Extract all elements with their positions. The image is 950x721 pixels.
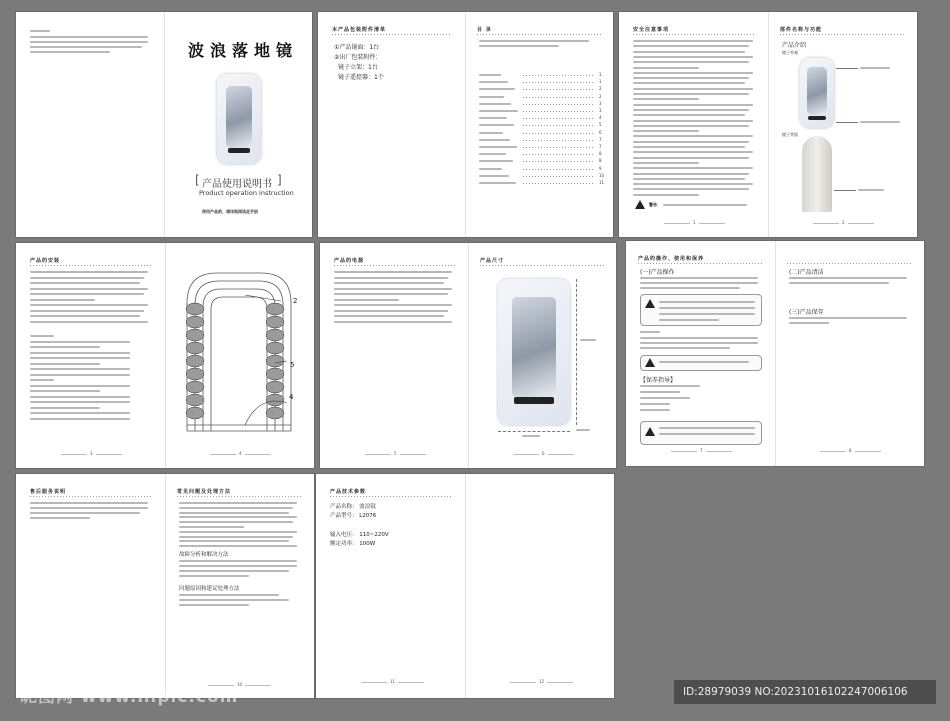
mirror-frame-drawing (165, 243, 314, 443)
toc-row[interactable] (479, 130, 603, 136)
wave-segment (266, 394, 284, 406)
spread-cover (16, 12, 312, 237)
wave-segment (186, 407, 204, 419)
toc-page-number: 2 (599, 93, 602, 99)
toc-page-number: 5 (599, 122, 602, 128)
toc-row[interactable] (479, 115, 603, 121)
specs-heading: 产品技术参数 (330, 489, 367, 495)
toc-row[interactable] (479, 72, 603, 78)
page-safety: 安全注意事项 警告： 1 (619, 12, 768, 237)
page-trouble: 常见问题及处理方法 故障分析和解决方法 问题原因和建议处理方法 10 (165, 474, 314, 698)
cover-tagline: 使用产品前，请详细阅读此手册 (202, 209, 258, 214)
page-usage-right: (二)产品清洁 (三)产品保存 8 (775, 241, 924, 466)
cover-title: 波浪落地镜 (188, 41, 299, 60)
spread-power-dims (320, 243, 616, 468)
toc-page-number: 3 (599, 100, 602, 106)
cover-mirror-image (217, 74, 261, 164)
callout-2: 2 (293, 297, 298, 305)
parts-sub: 产品介绍 (782, 42, 807, 49)
toc-row[interactable] (479, 94, 603, 100)
toc-page-number: 4 (599, 115, 602, 121)
page-dims: 产品尺寸 6 (468, 243, 616, 468)
spec-voltage: 输入电压： 110~220V (330, 532, 389, 538)
trouble-sub-2: 问题原因和建议处理方法 (179, 586, 240, 592)
usage-clean-title: (二)产品清洁 (789, 269, 824, 276)
page-toc (465, 12, 613, 237)
spread-packing-toc (318, 12, 613, 237)
wave-segment (186, 381, 204, 393)
safety-heading: 安全注意事项 (633, 27, 670, 33)
packing-item-2: ②出厂包装附件： (334, 54, 382, 61)
toc-row[interactable] (479, 79, 603, 85)
spread-specs (316, 474, 614, 698)
parts-back-label: 镜子背面 (782, 132, 798, 137)
toc-page-number: 8 (599, 151, 602, 157)
toc-page-number: 10 (599, 172, 605, 178)
front-mirror-image (800, 58, 834, 128)
warning-icon (645, 358, 655, 367)
watermark-site: 昵图网 www.nipic.com (20, 687, 239, 707)
usage-heading: 产品的操作、使用和保养 (638, 256, 705, 262)
watermark-id: ID:28979039 NO:20231016102247006106 (683, 686, 908, 698)
packing-line-1: 镜子立架：1台 (338, 64, 378, 71)
page-specs: 产品技术参数 产品名称： 波浪镜 产品型号： L2076 输入电压： 110~220V 额定功率： 100W 11 (316, 474, 465, 698)
toc-page-number: 7 (599, 136, 602, 142)
install-heading: 产品的安装 (30, 258, 61, 264)
toc-heading: 目 录 (477, 27, 492, 33)
warning-icon (645, 299, 655, 308)
power-heading: 产品的电源 (334, 258, 365, 264)
page-install-text: 产品的安装 3 (16, 243, 165, 468)
trouble-sub-1: 故障分析和解决方法 (179, 552, 229, 558)
warranty-heading: 售后服务说明 (30, 489, 67, 495)
toc-page-number: 6 (599, 129, 602, 135)
usage-care-title: 【保养指导】 (640, 377, 677, 384)
toc-row[interactable] (479, 166, 603, 172)
wave-segment (186, 355, 204, 367)
page-blank: 12 (465, 474, 614, 698)
warning-icon (645, 427, 655, 436)
parts-heading: 部件名称与功能 (780, 27, 823, 33)
wave-segment (186, 342, 204, 354)
toc-page-number: 2 (599, 86, 602, 92)
toc-row[interactable] (479, 173, 603, 179)
wave-segment (266, 368, 284, 380)
wave-segment (186, 303, 204, 315)
spread-warranty (16, 474, 314, 698)
packing-item-1: ①产品镜面：1台 (334, 44, 380, 51)
spread-install (16, 243, 314, 468)
wave-segment (186, 394, 204, 406)
wave-segment (266, 316, 284, 328)
page-warranty (16, 474, 165, 698)
page-usage-left: 产品的操作、使用和保养 (一)产品操作 【保养指导】 7 (626, 241, 775, 466)
spec-power: 额定功率： 100W (330, 541, 376, 547)
page-cover: 波浪落地镜 产品使用说明书 [ ] Product operation instruction 使用产品前，请详细阅读此手册 (164, 12, 312, 237)
toc-page-number: 1 (599, 72, 602, 77)
toc-page-number: 11 (599, 180, 605, 185)
spec-model: 产品型号： L2076 (330, 513, 377, 519)
page-parts: 部件名称与功能 产品介绍 镜子外观 镜子背面 2 (768, 12, 917, 237)
toc-page-number: 9 (599, 165, 602, 171)
trouble-heading: 常见问题及处理方法 (177, 489, 232, 495)
toc-row[interactable] (479, 86, 603, 92)
toc-row[interactable] (479, 144, 603, 150)
callout-4: 4 (289, 393, 294, 401)
wave-segment (186, 316, 204, 328)
page-install-drawing: 2 5 4 4 (165, 243, 314, 468)
toc-page-number: 1 (599, 79, 602, 85)
back-mirror-image (802, 136, 832, 212)
wave-segment (266, 329, 284, 341)
usage-operate-title: (一)产品操作 (640, 269, 675, 276)
toc-row[interactable] (479, 108, 603, 114)
spread-usage (626, 241, 924, 466)
warning-icon (635, 200, 645, 209)
wave-segment (266, 407, 284, 419)
toc-page-number: 8 (599, 158, 602, 164)
dims-heading: 产品尺寸 (480, 258, 505, 264)
packing-line-2: 镜子遥控器：1个 (338, 74, 384, 81)
page-notes (16, 12, 164, 237)
cover-manual-cn: 产品使用说明书 (202, 179, 272, 190)
toc-row[interactable] (479, 137, 603, 143)
warning-box-3 (640, 421, 762, 445)
wave-segment (266, 342, 284, 354)
toc-page-number: 7 (599, 144, 602, 149)
toc-row[interactable] (479, 101, 603, 107)
safety-warning-label: 警告： (649, 202, 661, 207)
parts-front-label: 镜子外观 (782, 50, 798, 55)
warning-box-1 (640, 294, 762, 326)
spread-safety-parts (619, 12, 917, 237)
page-packing (318, 12, 465, 237)
wave-segment (266, 303, 284, 315)
callout-5: 5 (290, 361, 295, 369)
page-power: 产品的电源 5 (320, 243, 468, 468)
toc-page-number: 3 (599, 108, 602, 113)
wave-segment (186, 368, 204, 380)
cover-manual-en: Product operation instruction (199, 189, 294, 197)
toc-row[interactable] (479, 151, 603, 157)
packing-heading: 本产品包装附件清单 (332, 27, 387, 33)
spec-name: 产品名称： 波浪镜 (330, 504, 376, 510)
toc-row[interactable] (479, 158, 603, 164)
usage-store-title: (三)产品保存 (789, 309, 824, 316)
warning-box-2 (640, 355, 762, 371)
toc-row[interactable] (479, 180, 603, 186)
wave-segment (266, 355, 284, 367)
wave-segment (186, 329, 204, 341)
toc-row[interactable] (479, 122, 603, 128)
wave-segment (266, 381, 284, 393)
dims-mirror-image (498, 279, 570, 425)
